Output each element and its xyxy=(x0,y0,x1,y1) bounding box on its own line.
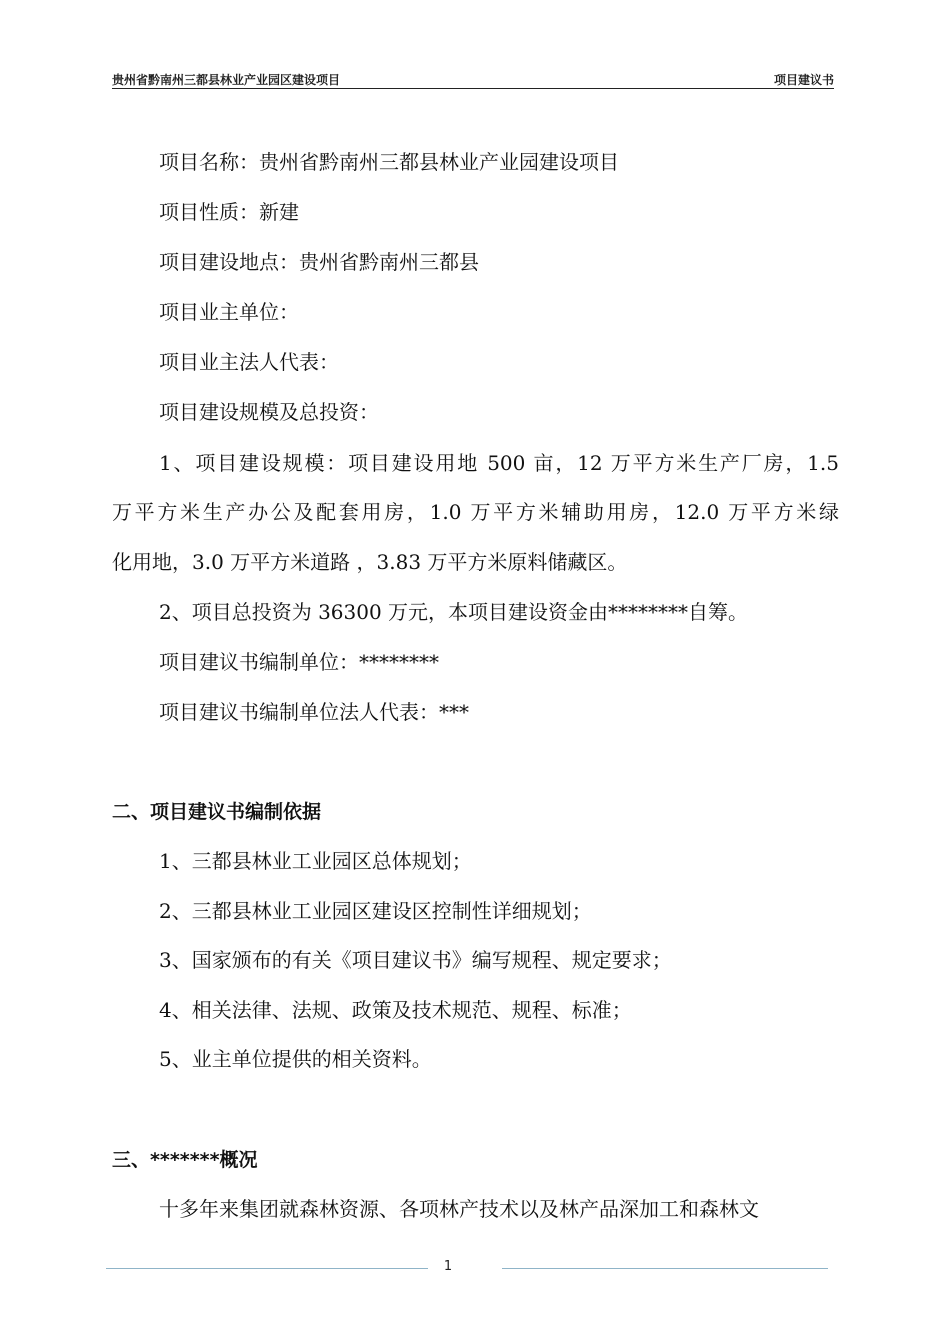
investment-line: 2、项目总投资为 36300 万元，本项目建设资金由********自筹。 xyxy=(159,600,749,624)
header-project-title: 贵州省黔南州三都县林业产业园区建设项目 xyxy=(112,73,341,87)
scale-line-2: 万平方米生产办公及配套用房，1.0 万平方米辅助用房，12.0 万平方米绿 xyxy=(112,500,839,524)
page-number: 1 xyxy=(443,1259,453,1274)
section-3-heading: 三、*******概况 xyxy=(112,1149,258,1171)
project-nature-line: 项目性质：新建 xyxy=(159,200,299,224)
project-name-line: 项目名称：贵州省黔南州三都县林业产业园建设项目 xyxy=(159,150,619,174)
basis-item: 5、业主单位提供的相关资料。 xyxy=(159,1047,432,1071)
preparer-legal-rep-line: 项目建议书编制单位法人代表：*** xyxy=(159,700,469,724)
prepared-by-line: 项目建议书编制单位：******** xyxy=(159,650,439,674)
project-owner-line: 项目业主单位： xyxy=(159,300,299,324)
project-scale-heading: 项目建设规模及总投资： xyxy=(159,400,379,424)
basis-item: 2、三都县林业工业园区建设区控制性详细规划； xyxy=(159,899,592,923)
footer-rule-left xyxy=(106,1268,428,1269)
page-header xyxy=(112,67,834,89)
scale-line-3: 化用地，3.0 万平方米道路 ，3.83 万平方米原料储藏区。 xyxy=(112,550,628,574)
header-rule xyxy=(112,88,834,89)
scale-line-1: 1、项目建设规模：项目建设用地 500 亩，12 万平方米生产厂房，1.5 xyxy=(159,451,839,475)
project-legal-rep-line: 项目业主法人代表： xyxy=(159,350,339,374)
basis-item: 4、相关法律、法规、政策及技术规范、规程、标准； xyxy=(159,998,632,1022)
basis-item: 3、国家颁布的有关《项目建议书》编写规程、规定要求； xyxy=(159,948,672,972)
header-doc-type: 项目建议书 xyxy=(773,73,834,87)
basis-item: 1、三都县林业工业园区总体规划； xyxy=(159,849,472,873)
section-2-heading: 二、项目建议书编制依据 xyxy=(112,801,322,823)
footer-rule-right xyxy=(502,1268,828,1269)
section-3-text: 十多年来集团就森林资源、各项林产技术以及林产品深加工和森林文 xyxy=(159,1197,759,1221)
project-location-line: 项目建设地点：贵州省黔南州三都县 xyxy=(159,250,479,274)
